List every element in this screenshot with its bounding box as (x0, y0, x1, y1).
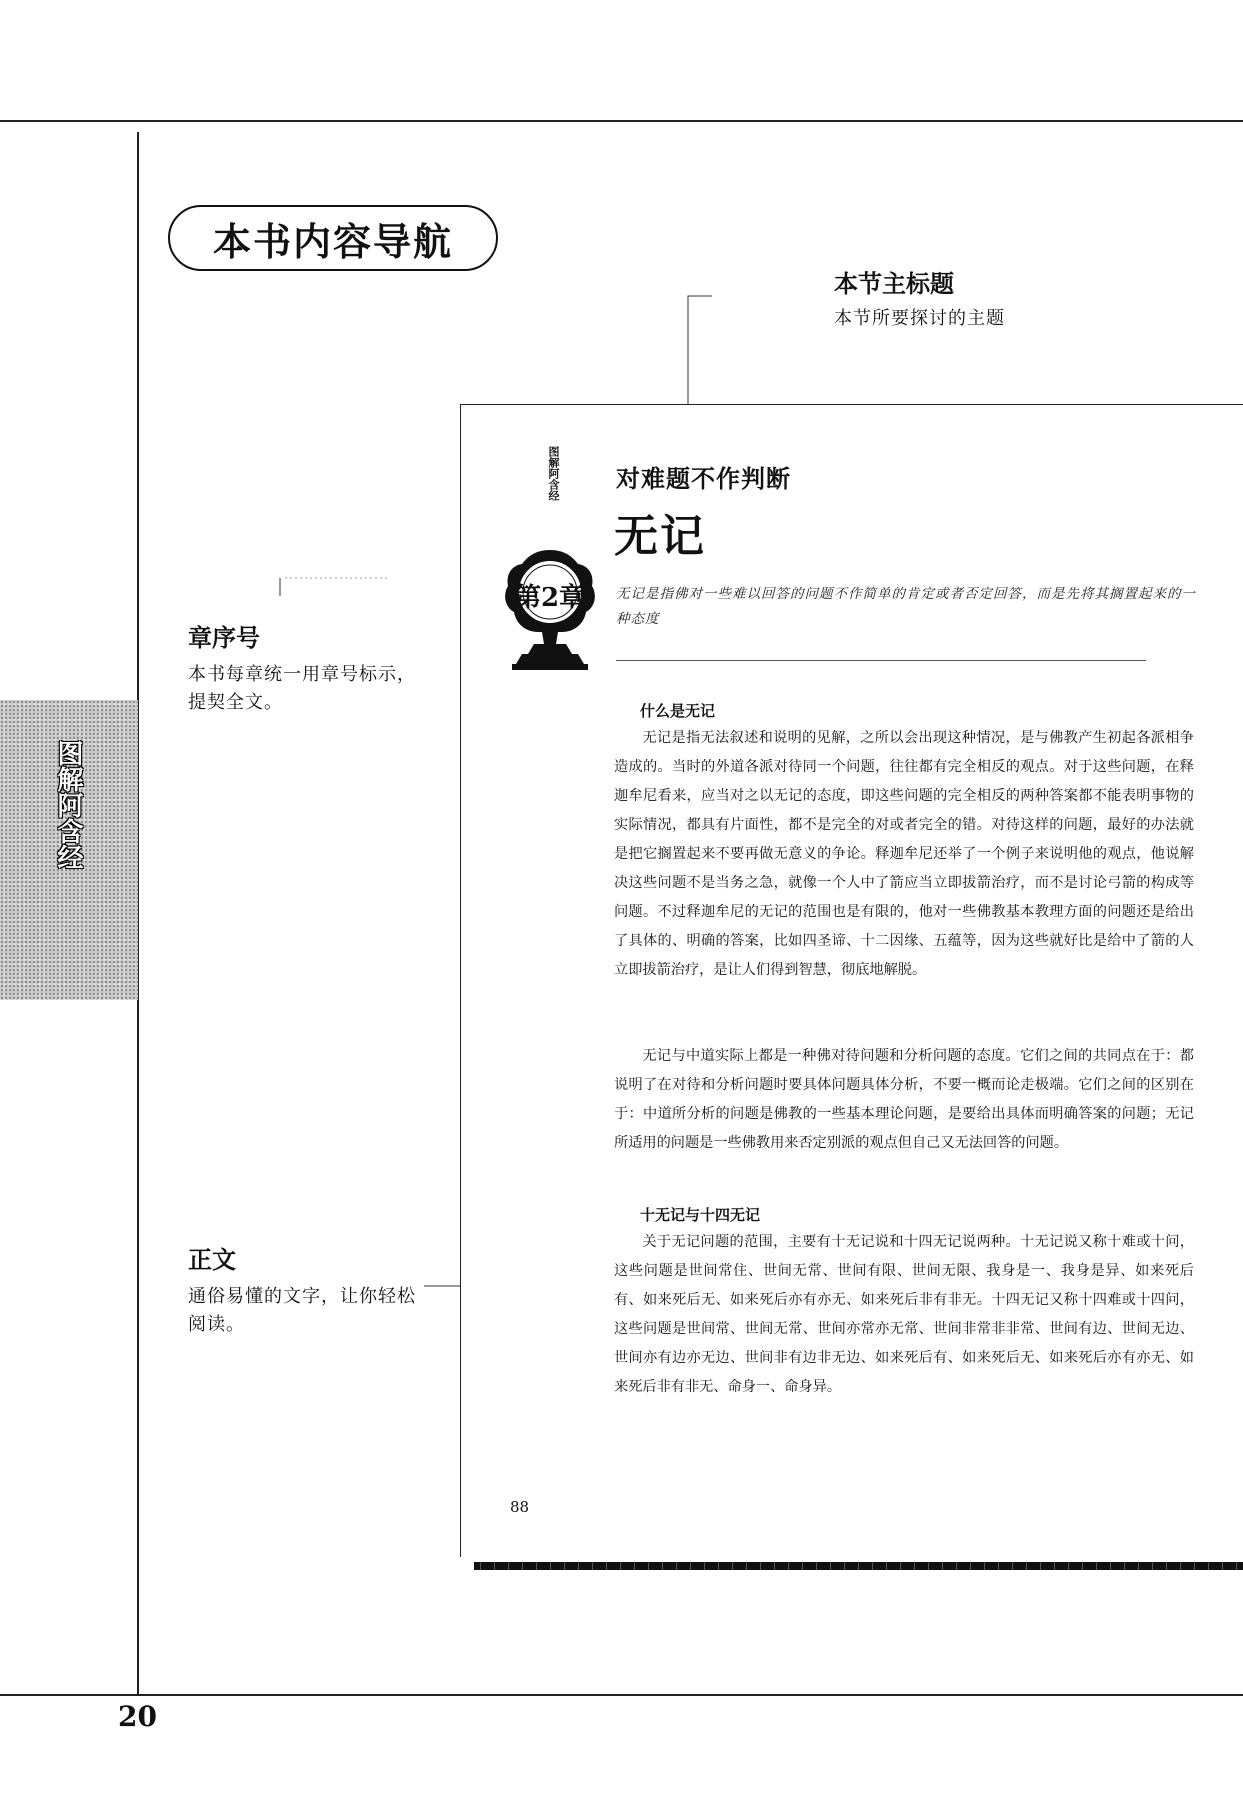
annotation-desc: 本书每章统一用章号标示，提契全文。 (188, 664, 416, 713)
nav-title: 本书内容导航 (168, 205, 498, 271)
section-heading: 什么是无记 (640, 702, 716, 720)
footer-page-number: 20 (118, 1700, 157, 1733)
annotation-title: 本节主标题 (834, 270, 954, 298)
section-heading: 十无记与十四无记 (640, 1206, 761, 1224)
section-intro: 无记是指佛对一些难以回答的问题不作简单的肯定或者否定回答，而是先将其搁置起来的一种态度 (616, 586, 1196, 627)
body-paragraph: 无记是指无法叙述和说明的见解，之所以会出现这种情况，是与佛教产生初起各派相争造成的。当时的外道各派对待同一个问题，往往都有完全相反的观点。对于这些问题，在释迦牟尼看来，应当对之以无记的态度，即这些问题的完全相反的两种答案都不能表明事物的实际情况，都具有片面性，都不是完全的对或者完全的错。对待这样的问题，最好的办法就是把它搁置起来不要再做无意义的争论。释迦牟尼还举了一个例子来说明他的观点，他说解决这些问题不是当务之急，就像一个人中了箭应当立即拔箭治疗，而不是讨论弓箭的构成等问题。不过释迦牟尼的无记的范围也是有限的，他对一些佛教基本教理方面的问题还是给出了具体的、明确的答案，比如四圣谛、十二因缘、五蕴等，因为这些就好比是给中了箭的人立即拔箭治疗，是让人们得到智慧，彻底地解脱。 (614, 730, 1194, 978)
intro-rule (616, 660, 1146, 661)
body-paragraph: 关于无记问题的范围，主要有十无记说和十四无记说两种。十无记说又称十难或十问，这些问题是世间常住、世间无常、世间有限、世间无限、我身是一、我身是异、如来死后有、如来死后无、如来死后亦有亦无、如来死后非有非无。十四无记又称十四难或十四问，这些问题是世间常、世间无常、世间亦常亦无常、世间非常非非常、世间有边、世间无边、世间亦有边亦无边、世间非有边非无边、如来死后有、如来死后无、如来死后亦有亦无、如来死后非有非无、命身一、命身异。 (614, 1234, 1194, 1395)
annotation-title: 章序号 (188, 624, 260, 652)
side-tab-label: 图解阿含经 (53, 740, 83, 870)
annotation-desc: 本节所要探讨的主题 (834, 308, 1005, 329)
side-tab (0, 700, 138, 1000)
annotation-desc: 通俗易懂的文字，让你轻松阅读。 (188, 1286, 416, 1335)
sample-page-number: 88 (510, 1498, 530, 1516)
annotation-title: 正文 (188, 1246, 236, 1274)
section-title: 无记 (614, 511, 706, 562)
chapter-label: 第2章 (514, 583, 586, 613)
body-paragraph: 无记与中道实际上都是一种佛对待问题和分析问题的态度。它们之间的共同点在于：都说明了在对待和分析问题时要具体问题具体分析，不要一概而论走极端。它们之间的区别在于：中道所分析的问题是佛教的一些基本理论问题，是要给出具体而明确答案的问题；无记所适用的问题是一些佛教用来否定别派的观点但自己又无法回答的问题。 (614, 1048, 1194, 1151)
book-title-vertical: 图解阿含经 (547, 446, 560, 501)
section-subtitle: 对难题不作判断 (616, 464, 791, 493)
chapter-emblem (502, 546, 598, 678)
sample-page-bottom-bar (474, 1562, 1243, 1570)
